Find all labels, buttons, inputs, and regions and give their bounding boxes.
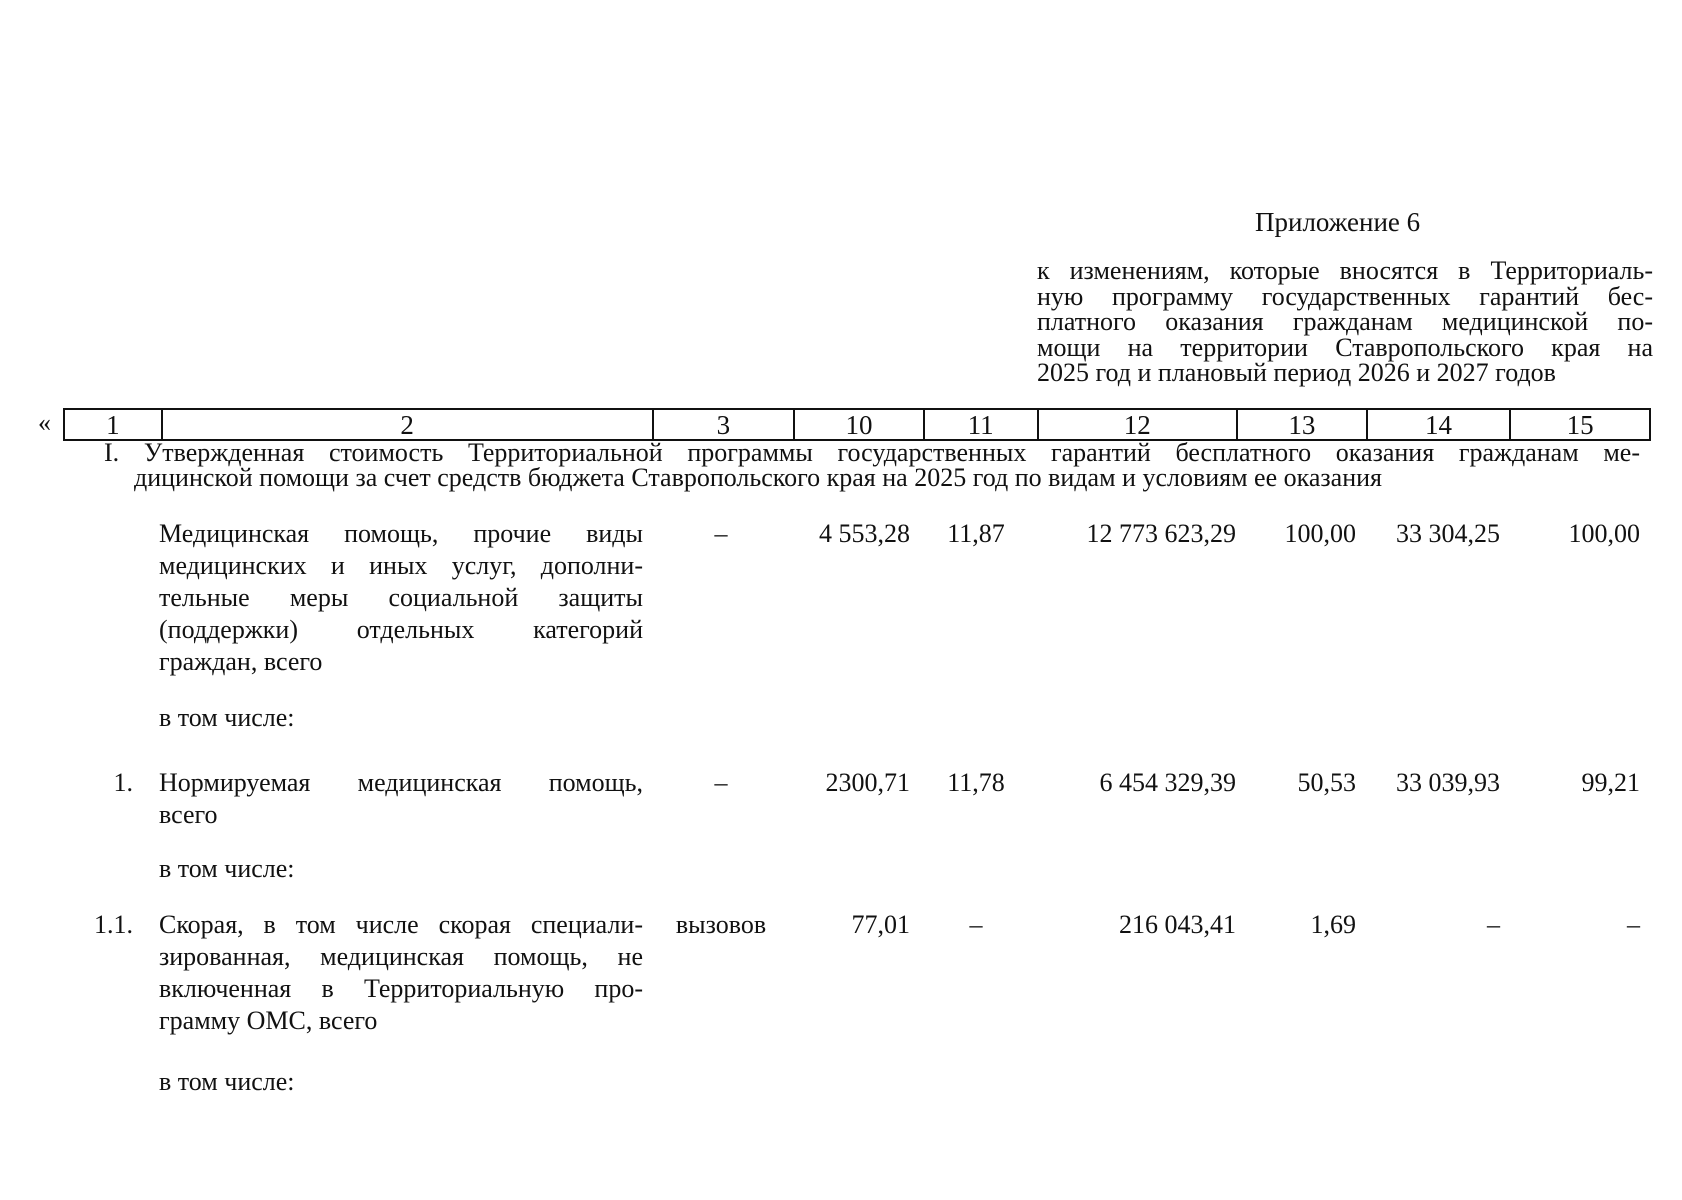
value-col-12: 216 043,41 — [1119, 910, 1236, 939]
value-col-14: 33 304,25 — [1396, 519, 1500, 548]
row-unit: – — [714, 519, 728, 548]
subtotal-label: в том числе: — [159, 1067, 295, 1096]
value-col-11: 11,87 — [947, 519, 1005, 548]
appendix-note-line: мощи на территории Ставропольского края на — [1037, 332, 1653, 362]
appendix-title: Приложение 6 — [1255, 207, 1421, 237]
row-name-line: Медицинская помощь, прочие виды — [159, 519, 643, 548]
row-unit: – — [714, 768, 728, 797]
subtotal-label: в том числе: — [159, 703, 295, 732]
row-number: 1.1. — [94, 910, 133, 939]
row-name-line: тельные меры социальной защиты — [159, 583, 643, 612]
value-col-14: 33 039,93 — [1396, 768, 1500, 797]
subtotal-label: в том числе: — [159, 854, 295, 883]
section-heading — [104, 440, 1640, 490]
row-name-line: грамму ОМС, всего — [159, 1006, 378, 1035]
column-number-header — [63, 408, 1651, 441]
value-col-13: 50,53 — [1297, 768, 1356, 797]
row-name — [159, 767, 643, 831]
appendix-note — [1037, 258, 1653, 386]
appendix-note-line: платного оказания гражданам медицинской по- — [1037, 307, 1653, 336]
column-header-cell: 11 — [923, 410, 1037, 439]
section-heading-line: дицинской помощи за счет средств бюджета Ставропольского края на 2025 год по видам и условиям ее оказания — [134, 463, 1383, 492]
value-col-15: – — [1627, 910, 1640, 939]
row-name-line: всего — [159, 800, 218, 829]
value-col-10: 2300,71 — [825, 768, 910, 797]
column-header-cell: 13 — [1236, 410, 1366, 439]
value-col-15: 99,21 — [1581, 768, 1640, 797]
appendix-note-line: к изменениям, которые вносятся в Территориаль- — [1037, 256, 1653, 285]
row-name — [159, 909, 643, 1037]
row-name — [159, 518, 643, 678]
value-col-11: 11,78 — [947, 768, 1005, 797]
row-name-line: (поддержки) отдельных категорий — [159, 615, 643, 644]
value-col-12: 12 773 623,29 — [1086, 519, 1236, 548]
open-quote: « — [38, 408, 51, 437]
column-header-cell: 15 — [1509, 410, 1649, 439]
column-header-cell: 10 — [793, 410, 923, 439]
value-col-14: – — [1487, 910, 1500, 939]
row-name-line: зированная, медицинская помощь, не — [159, 942, 643, 971]
value-col-10: 77,01 — [851, 910, 910, 939]
appendix-note-line: ную программу государственных гарантий бес- — [1037, 281, 1653, 311]
column-header-cell: 14 — [1366, 410, 1510, 439]
column-header-cell: 12 — [1037, 410, 1237, 439]
column-header-cell: 2 — [161, 410, 652, 439]
row-number: 1. — [113, 768, 133, 797]
value-col-11: – — [969, 910, 983, 939]
value-col-12: 6 454 329,39 — [1099, 768, 1236, 797]
section-heading-line: I. Утвержденная стоимость Территориальной программы государственных гарантий бесплатного оказания гражданам ме- — [104, 438, 1640, 467]
column-header-cell: 1 — [106, 410, 120, 440]
column-header-cell: 3 — [652, 410, 794, 439]
appendix-note-line: 2025 год и плановый период 2026 и 2027 годов — [1037, 358, 1556, 387]
row-name-line: медицинских и иных услуг, дополни- — [159, 551, 643, 580]
row-name-line: Скорая, в том числе скорая специали- — [159, 910, 643, 939]
value-col-13: 100,00 — [1284, 519, 1356, 548]
row-name-line: включенная в Территориальную про- — [159, 974, 643, 1003]
value-col-10: 4 553,28 — [819, 519, 910, 548]
row-name-line: Нормируемая медицинская помощь, — [159, 768, 643, 797]
row-name-line: граждан, всего — [159, 647, 323, 676]
row-unit: вызовов — [675, 910, 767, 939]
value-col-13: 1,69 — [1310, 910, 1356, 939]
value-col-15: 100,00 — [1568, 519, 1640, 548]
